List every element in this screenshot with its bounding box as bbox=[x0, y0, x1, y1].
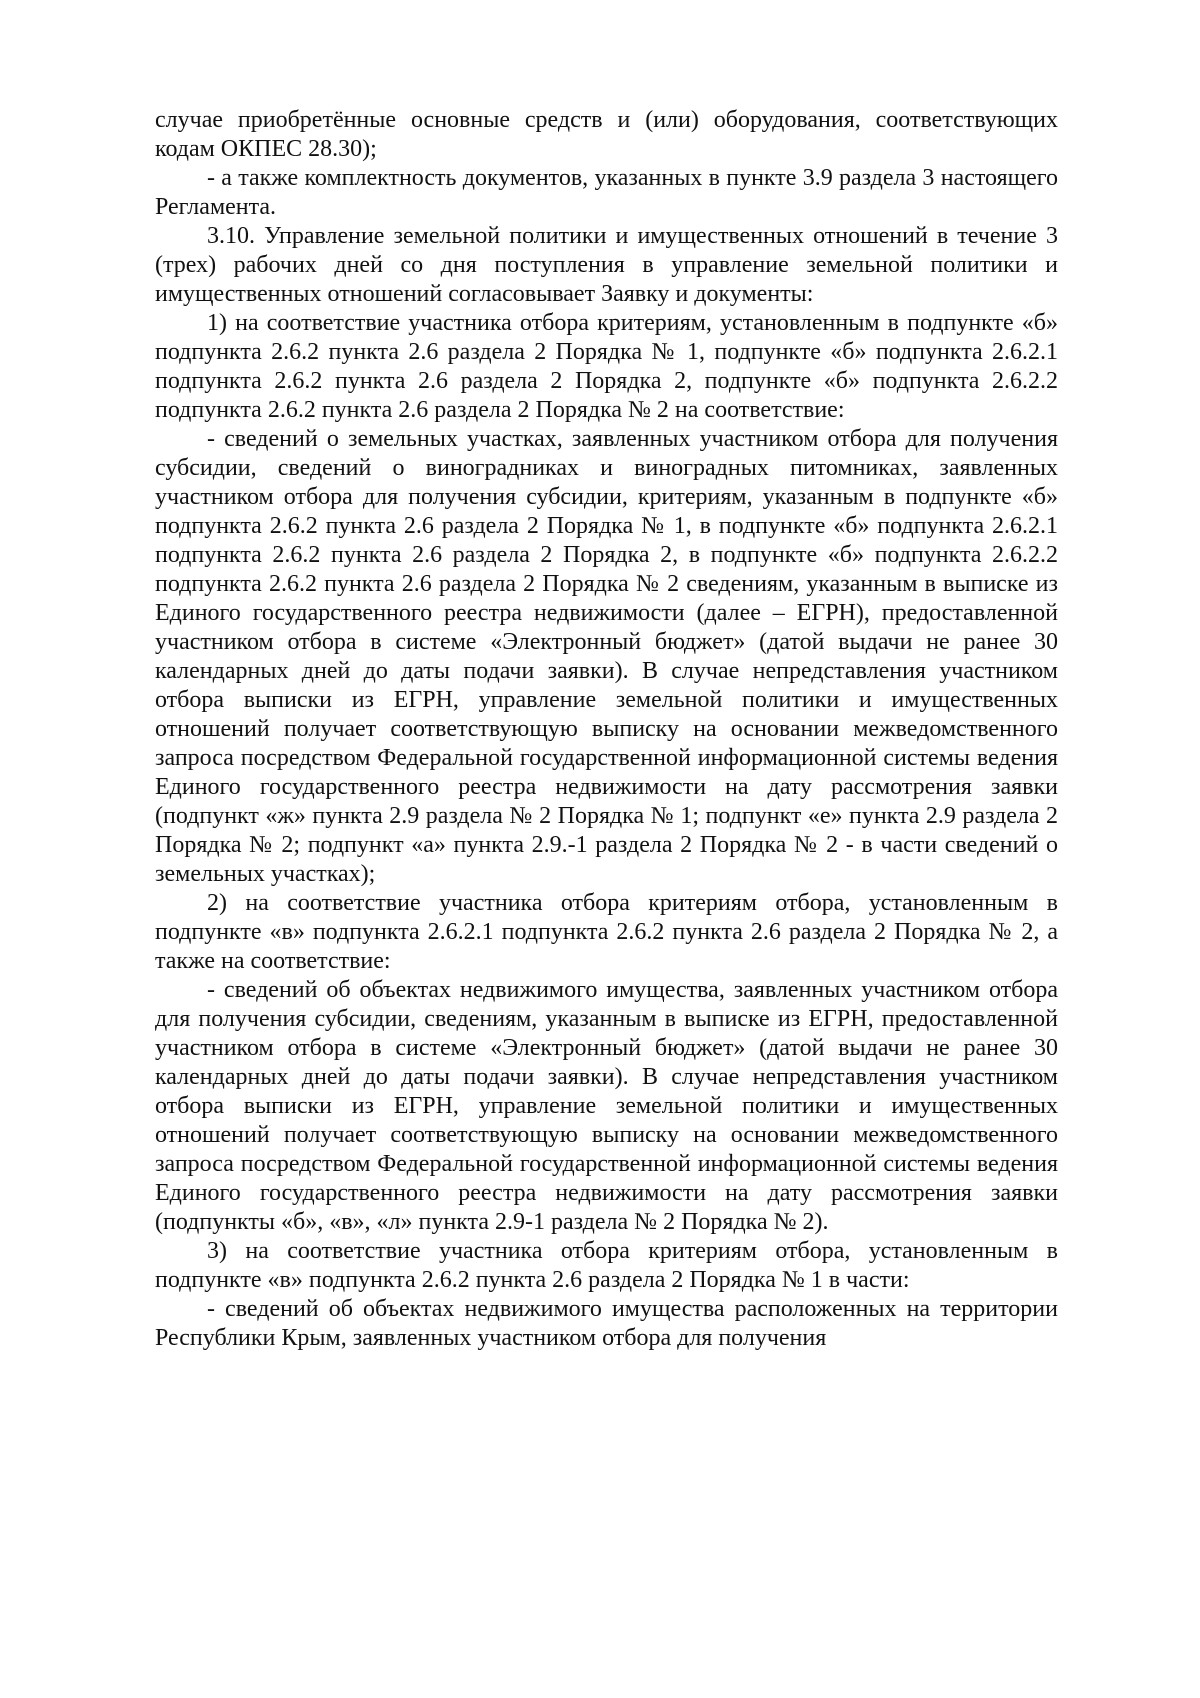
paragraph-section-3-10: 3.10. Управление земельной политики и имущественных отношений в течение 3 (трех) рабочих дней со дня поступления в управление земельной политики и имущественных отношений согласовывает Заявку и документы: bbox=[155, 223, 1058, 307]
document-body bbox=[155, 106, 1058, 1353]
paragraph-crimea-real-estate: - сведений об объектах недвижимого имущества расположенных на территории Республики Крым, заявленных участником отбора для получения bbox=[155, 1296, 1058, 1351]
paragraph-okpes-continuation: случае приобретённые основные средств и (или) оборудования, соответствующих кодам ОКПЕС 28.30); bbox=[155, 107, 1058, 162]
paragraph-item-1: 1) на соответствие участника отбора критериям, установленным в подпункте «б» подпункта 2.6.2 пункта 2.6 раздела 2 Порядка № 1, подпункте «б» подпункта 2.6.2.1 подпункта 2.6.2 пункта 2.6 раздела 2 Порядка 2, подпункте «б» подпункта 2.6.2.2 подпункта 2.6.2 пункта 2.6 раздела 2 Порядка № 2 на соответствие: bbox=[155, 310, 1058, 423]
paragraph-item-3: 3) на соответствие участника отбора критериям отбора, установленным в подпункте «в» подпункта 2.6.2 пункта 2.6 раздела 2 Порядка № 1 в части: bbox=[155, 1238, 1058, 1293]
paragraph-real-estate-info: - сведений об объектах недвижимого имущества, заявленных участником отбора для получения субсидии, сведениям, указанным в выписке из ЕГРН, предоставленной участником отбора в системе «Электронный бюджет» (датой выдачи не ранее 30 календарных дней до даты подачи заявки). В случае непредставления участником отбора выписки из ЕГРН, управление земельной политики и имущественных отношений получает соответствующую выписку на основании межведомственного запроса посредством Федеральной государственной информационной системы ведения Единого государственного реестра недвижимости на дату рассмотрения заявки (подпункты «б», «в», «л» пункта 2.9-1 раздела № 2 Порядка № 2). bbox=[155, 977, 1058, 1235]
paragraph-land-plots-info: - сведений о земельных участках, заявленных участником отбора для получения субсидии, сведений о виноградниках и виноградных питомниках, заявленных участником отбора для получения субсидии, критериям, указанным в подпункте «б» подпункта 2.6.2 пункта 2.6 раздела 2 Порядка № 1, в подпункте «б» подпункта 2.6.2.1 подпункта 2.6.2 пункта 2.6 раздела 2 Порядка 2, в подпункте «б» подпункта 2.6.2.2 подпункта 2.6.2 пункта 2.6 раздела 2 Порядка № 2 сведениям, указанным в выписке из Единого государственного реестра недвижимости (далее – ЕГРН), предоставленной участником отбора в системе «Электронный бюджет» (датой выдачи не ранее 30 календарных дней до даты подачи заявки). В случае непредставления участником отбора выписки из ЕГРН, управление земельной политики и имущественных отношений получает соответствующую выписку на основании межведомственного запроса посредством Федеральной государственной информационной системы ведения Единого государственного реестра недвижимости на дату рассмотрения заявки (подпункт «ж» пункта 2.9 раздела № 2 Порядка № 1; подпункт «е» пункта 2.9 раздела 2 Порядка № 2; подпункт «а» пункта 2.9.-1 раздела 2 Порядка № 2 - в части сведений о земельных участках); bbox=[155, 426, 1058, 887]
paragraph-item-2: 2) на соответствие участника отбора критериям отбора, установленным в подпункте «в» подпункта 2.6.2.1 подпункта 2.6.2 пункта 2.6 раздела 2 Порядка № 2, а также на соответствие: bbox=[155, 890, 1058, 974]
paragraph-documents-completeness: - а также комплектность документов, указанных в пункте 3.9 раздела 3 настоящего Регламента. bbox=[155, 165, 1058, 220]
